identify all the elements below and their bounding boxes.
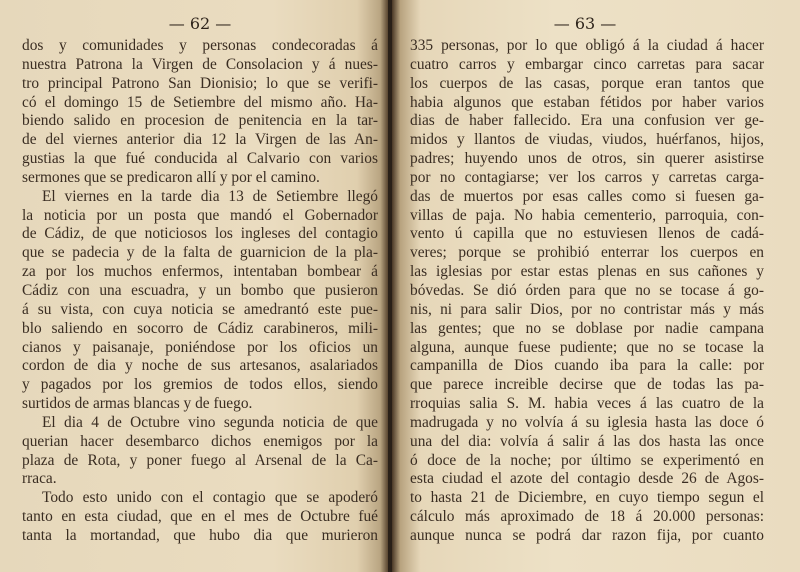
- text-line: á su vista, con cuya noticia se amedrantó este pue-: [22, 300, 378, 318]
- text-line: cordon de dia y noche de sus artesanos, asalariados: [22, 357, 378, 375]
- text-line: tanta la mortandad, que hubo dia que murieron: [22, 526, 378, 544]
- text-line: alguna, aunque fuese pudiente; que no se tocase la: [410, 338, 764, 356]
- text-line: nuestra Patrona la Virgen de Consolacion y á nues-: [22, 55, 378, 73]
- text-line: biendo salido en procesion de penitencia en la tar-: [22, 112, 378, 130]
- page-number: — 62 —: [168, 14, 232, 33]
- text-line: ó doce de la noche; por último se experimentó en: [410, 451, 764, 469]
- text-line: El viernes en la tarde dia 13 de Setiembre llegó: [42, 187, 378, 205]
- text-line: to hasta 21 de Diciembre, en cuyo tiempo segun el: [410, 489, 764, 507]
- text-line: villas de paja. No habia cementerio, parroquia, con-: [410, 206, 764, 224]
- text-line: querian hacer desembarco dichos enemigos por la: [22, 432, 378, 450]
- text-line: padres; huyendo unos de otros, sin querer asistirse: [410, 150, 764, 168]
- text-line: vento ú capilla que no estuviesen llenos de cadá-: [410, 225, 764, 243]
- text-line: dos y comunidades y personas condecoradas á: [22, 37, 378, 54]
- text-line: madrugada y no volvía á su iglesia hasta las doce ó: [410, 413, 764, 431]
- text-line: tanto en esta ciudad, que en el mes de Octubre fué: [22, 508, 378, 526]
- text-line: veres; porque se prohibió enterrar los cuerpos en: [410, 244, 764, 262]
- text-line: cálculo más aproximado de 18 á 20.000 personas:: [410, 508, 764, 526]
- text-line: campanilla de Dios cuando iba para la calle: por: [410, 357, 764, 375]
- text-line: habia algunos que estaban fétidos por haber varios: [410, 93, 764, 111]
- text-line: que se padecia y de la falta de guarnicion de la pla-: [22, 244, 378, 262]
- text-line: aunque nunca se podrá dar razon fija, por cuanto: [410, 526, 764, 544]
- text-line: sermones que se predicaron allí y por el camino.: [22, 168, 320, 186]
- text-line: que parece increible decirse que de todas las pa-: [410, 376, 764, 394]
- text-line: Todo esto unido con el contagio que se apoderó: [42, 489, 378, 507]
- text-line: blo saliendo en socorro de Cádiz carabineros, mili-: [22, 319, 378, 337]
- right-page: [392, 0, 800, 572]
- text-line: una del dia: volvía á salir á las dos hasta las once: [410, 432, 764, 450]
- left-page: [0, 0, 388, 572]
- text-line: por no contagiarse; ver los carros y carretas carga-: [410, 168, 764, 186]
- page-number: — 63 —: [553, 14, 617, 33]
- text-line: rroquias salia S. M. habia veces á las cuatro de la: [410, 395, 764, 413]
- text-line: surtidos de armas blancas y de fuego.: [22, 395, 253, 413]
- page-text: [22, 37, 378, 546]
- text-line: cianos y paisanaje, poniéndose por los oficios un: [22, 338, 378, 356]
- text-line: esta ciudad el azote del contagio desde 26 de Agos-: [410, 470, 764, 488]
- text-line: de Cádiz, de que noticiosos los ingleses del contagio: [22, 225, 378, 243]
- text-line: gustias la que fué conducida al Calvario con varios: [22, 150, 378, 168]
- page-text: [410, 37, 764, 546]
- text-line: y pagados por los gremios de todos ellos, siendo: [22, 376, 378, 394]
- text-line: Cádiz con una escuadra, y un bombo que pusieron: [22, 281, 378, 299]
- text-line: midos y llantos de viudas, viudos, huérfanos, hijos,: [410, 131, 764, 149]
- text-line: za por los muchos enfermos, intentaban bombear á: [22, 263, 378, 281]
- text-line: bóvedas. Se dió órden para que no se tocase á go-: [410, 281, 764, 299]
- text-line: das de muertos por esas calles como si fuesen ga-: [410, 187, 764, 205]
- text-line: có el domingo 15 de Setiembre del mismo año. Ha-: [22, 93, 378, 111]
- text-line: las gentes; que no se doblase por nadie campana: [410, 319, 764, 337]
- text-line: El dia 4 de Octubre vino segunda noticia de que: [42, 413, 378, 431]
- text-line: plaza de Rota, y poner fuego al Arsenal de la Ca-: [22, 451, 378, 469]
- text-line: cuatro carros y embargar cinco carretas para sacar: [410, 55, 764, 73]
- text-line: tro principal Patrono San Dionisio; lo que se verifi-: [22, 74, 378, 92]
- text-line: dias de haber fallecido. Era una confusion ver ge-: [410, 112, 764, 130]
- text-line: las iglesias por estar estas plenas en sus cañones y: [410, 263, 764, 281]
- text-line: nis, ni para salir Dios, por no contristar más y más: [410, 300, 764, 318]
- text-line: de del viernes anterior dia 12 la Virgen de las An-: [22, 131, 378, 149]
- text-line: la noticia por un posta que mandó el Gobernador: [22, 206, 378, 224]
- text-line: 335 personas, por lo que obligó á la ciudad á hacer: [410, 37, 764, 54]
- text-line: los cuerpos de las casas, porque eran tantos que: [410, 74, 764, 92]
- text-line: rraca.: [22, 470, 57, 488]
